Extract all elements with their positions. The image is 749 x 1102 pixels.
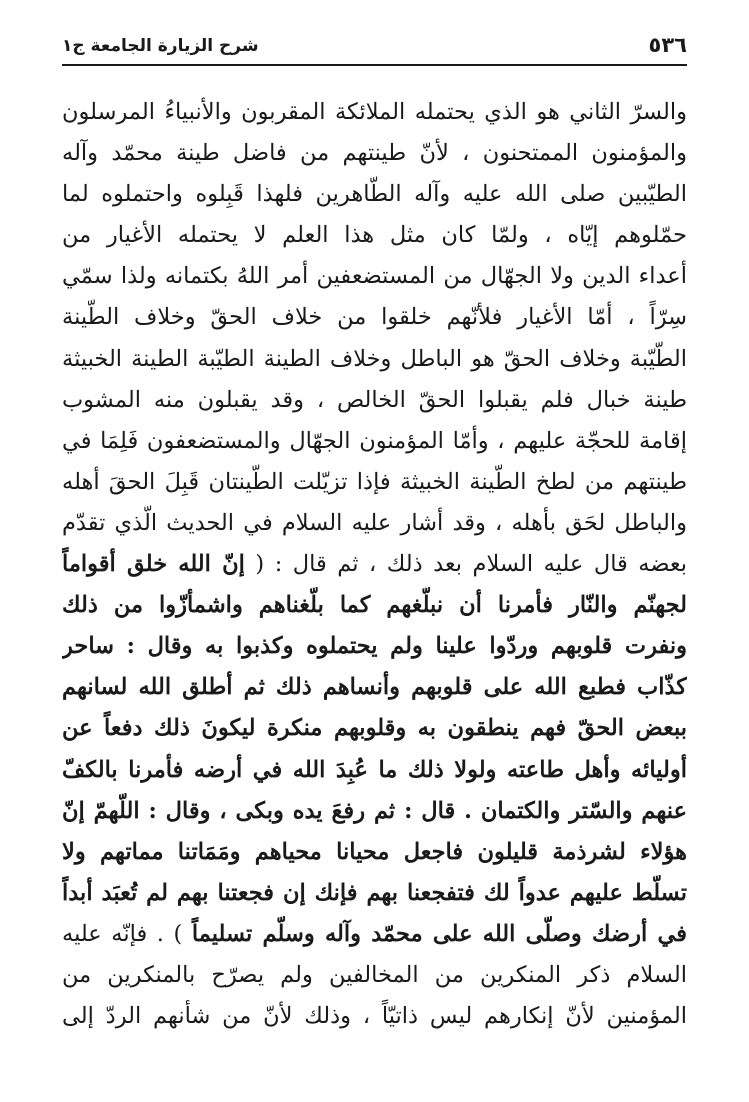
text-line: والسرّ الثاني هو الذي يحتمله الملائكة المقربون والأنبياءُ المرسلون: [62, 99, 687, 125]
quote-bold-start: إنّ الله خلق أقواماً: [62, 551, 245, 578]
quote-line: ببعض الحقّ فهم ينطقون به وقلوبهم منكرة ليكونَ ذلك دفعاً عن: [62, 715, 687, 742]
text-line: طينتهم من لطخ الطّينة الخبيثة فإذا تزيّلت الطّينتان قَبِلَ الحقَ أهله: [62, 468, 687, 495]
text-line: الطّيّبة وخلاف الحقّ هو الباطل وخلاف الطينة الطيّبة الطينة الخبيثة: [62, 345, 687, 372]
quote-line: تسلّط عليهم عدواً لك فتفجعنا بهم فإنك إن فجعتنا بهم لم تُعبَد أبداً: [62, 879, 687, 906]
text-line: والمؤمنون الممتحنون ، لأنّ طينتهم من فاضل طينة محمّد وآله: [62, 140, 687, 167]
text-line: المؤمنين لأنّ إنكارهم ليس ذاتيّاً ، وذلك لأنّ من شأنهم الردّ إلى: [62, 1003, 687, 1030]
text-line-quote-end: [62, 914, 687, 955]
quote-line: ونفرت قلوبهم وردّوا علينا ولم يحتملوه وكذبوا به وقال : ساحر: [62, 633, 687, 660]
text-line-quote-start: [62, 544, 687, 585]
quote-outro: ) . فإنّه عليه: [62, 920, 183, 947]
text-line: والباطل لحَق بأهله ، وقد أشار عليه السلام في الحديث الّذي تقدّم: [62, 509, 687, 536]
text-line: حمّلوهم إيّاه ، ولمّا كان مثل هذا العلم لا يحتمله الأغيار من: [62, 222, 687, 249]
quote-line: كذّاب فطبع الله على قلوبهم وأنساهم ذلك ثم أطلق الله لسانهم: [62, 674, 687, 701]
running-title: شرح الزيارة الجامعة ج١: [62, 36, 259, 56]
quote-line: لجهنّم والنّار فأمرنا أن نبلّغهم كما بلّغناهم واشمأزّوا من ذلك: [62, 592, 687, 619]
text-line: إقامة للحجّة عليهم ، وأمّا المؤمنون الجهّال والمستضعفون فَلِمَا في: [62, 427, 687, 454]
quote-line: عنهم والسّتر والكتمان . قال : ثم رفعَ يده وبكى ، وقال : اللّهمّ إنّ: [62, 797, 687, 824]
quote-line: هؤلاء لشرذمة قليلون فاجعل محيانا محياهم ومَمَاتنا مماتهم ولا: [62, 838, 687, 865]
quote-bold-end: في أرضك وصلّى الله على محمّد وآله وسلّم تسليماً: [191, 920, 687, 947]
text-line: طينة خبال فلم يقبلوا الحقّ الخالص ، وقد يقبلون منه المشوب: [62, 386, 687, 413]
quote-line: أوليائه وأهل طاعته ولولا ذلك ما عُبِدَ الله في أرضه فأمرنا بالكفّ: [62, 756, 687, 783]
text-line: أعداء الدين ولا الجهّال من المستضعفين أمر اللهُ بكتمانه ولذا سمّي: [62, 263, 687, 290]
text-line: الطيّبين صلى الله عليه وآله الطّاهرين فلهذا قَبِلوه واحتملوه لما: [62, 181, 687, 208]
page-number: ٥٣٦: [648, 33, 687, 57]
body-text: [62, 92, 687, 1037]
page-header: [62, 30, 687, 66]
text-line: سِرّاً ، أمّا الأغيار فلأنّهم خلقوا من خلاف الحقّ وخلاف الطّينة: [62, 304, 687, 331]
quote-intro: بعضه قال عليه السلام بعد ذلك ، ثم قال : (: [255, 551, 687, 578]
text-line: السلام ذكر المنكرين من المخالفين ولم يصرّح بالمنكرين من: [62, 961, 687, 988]
